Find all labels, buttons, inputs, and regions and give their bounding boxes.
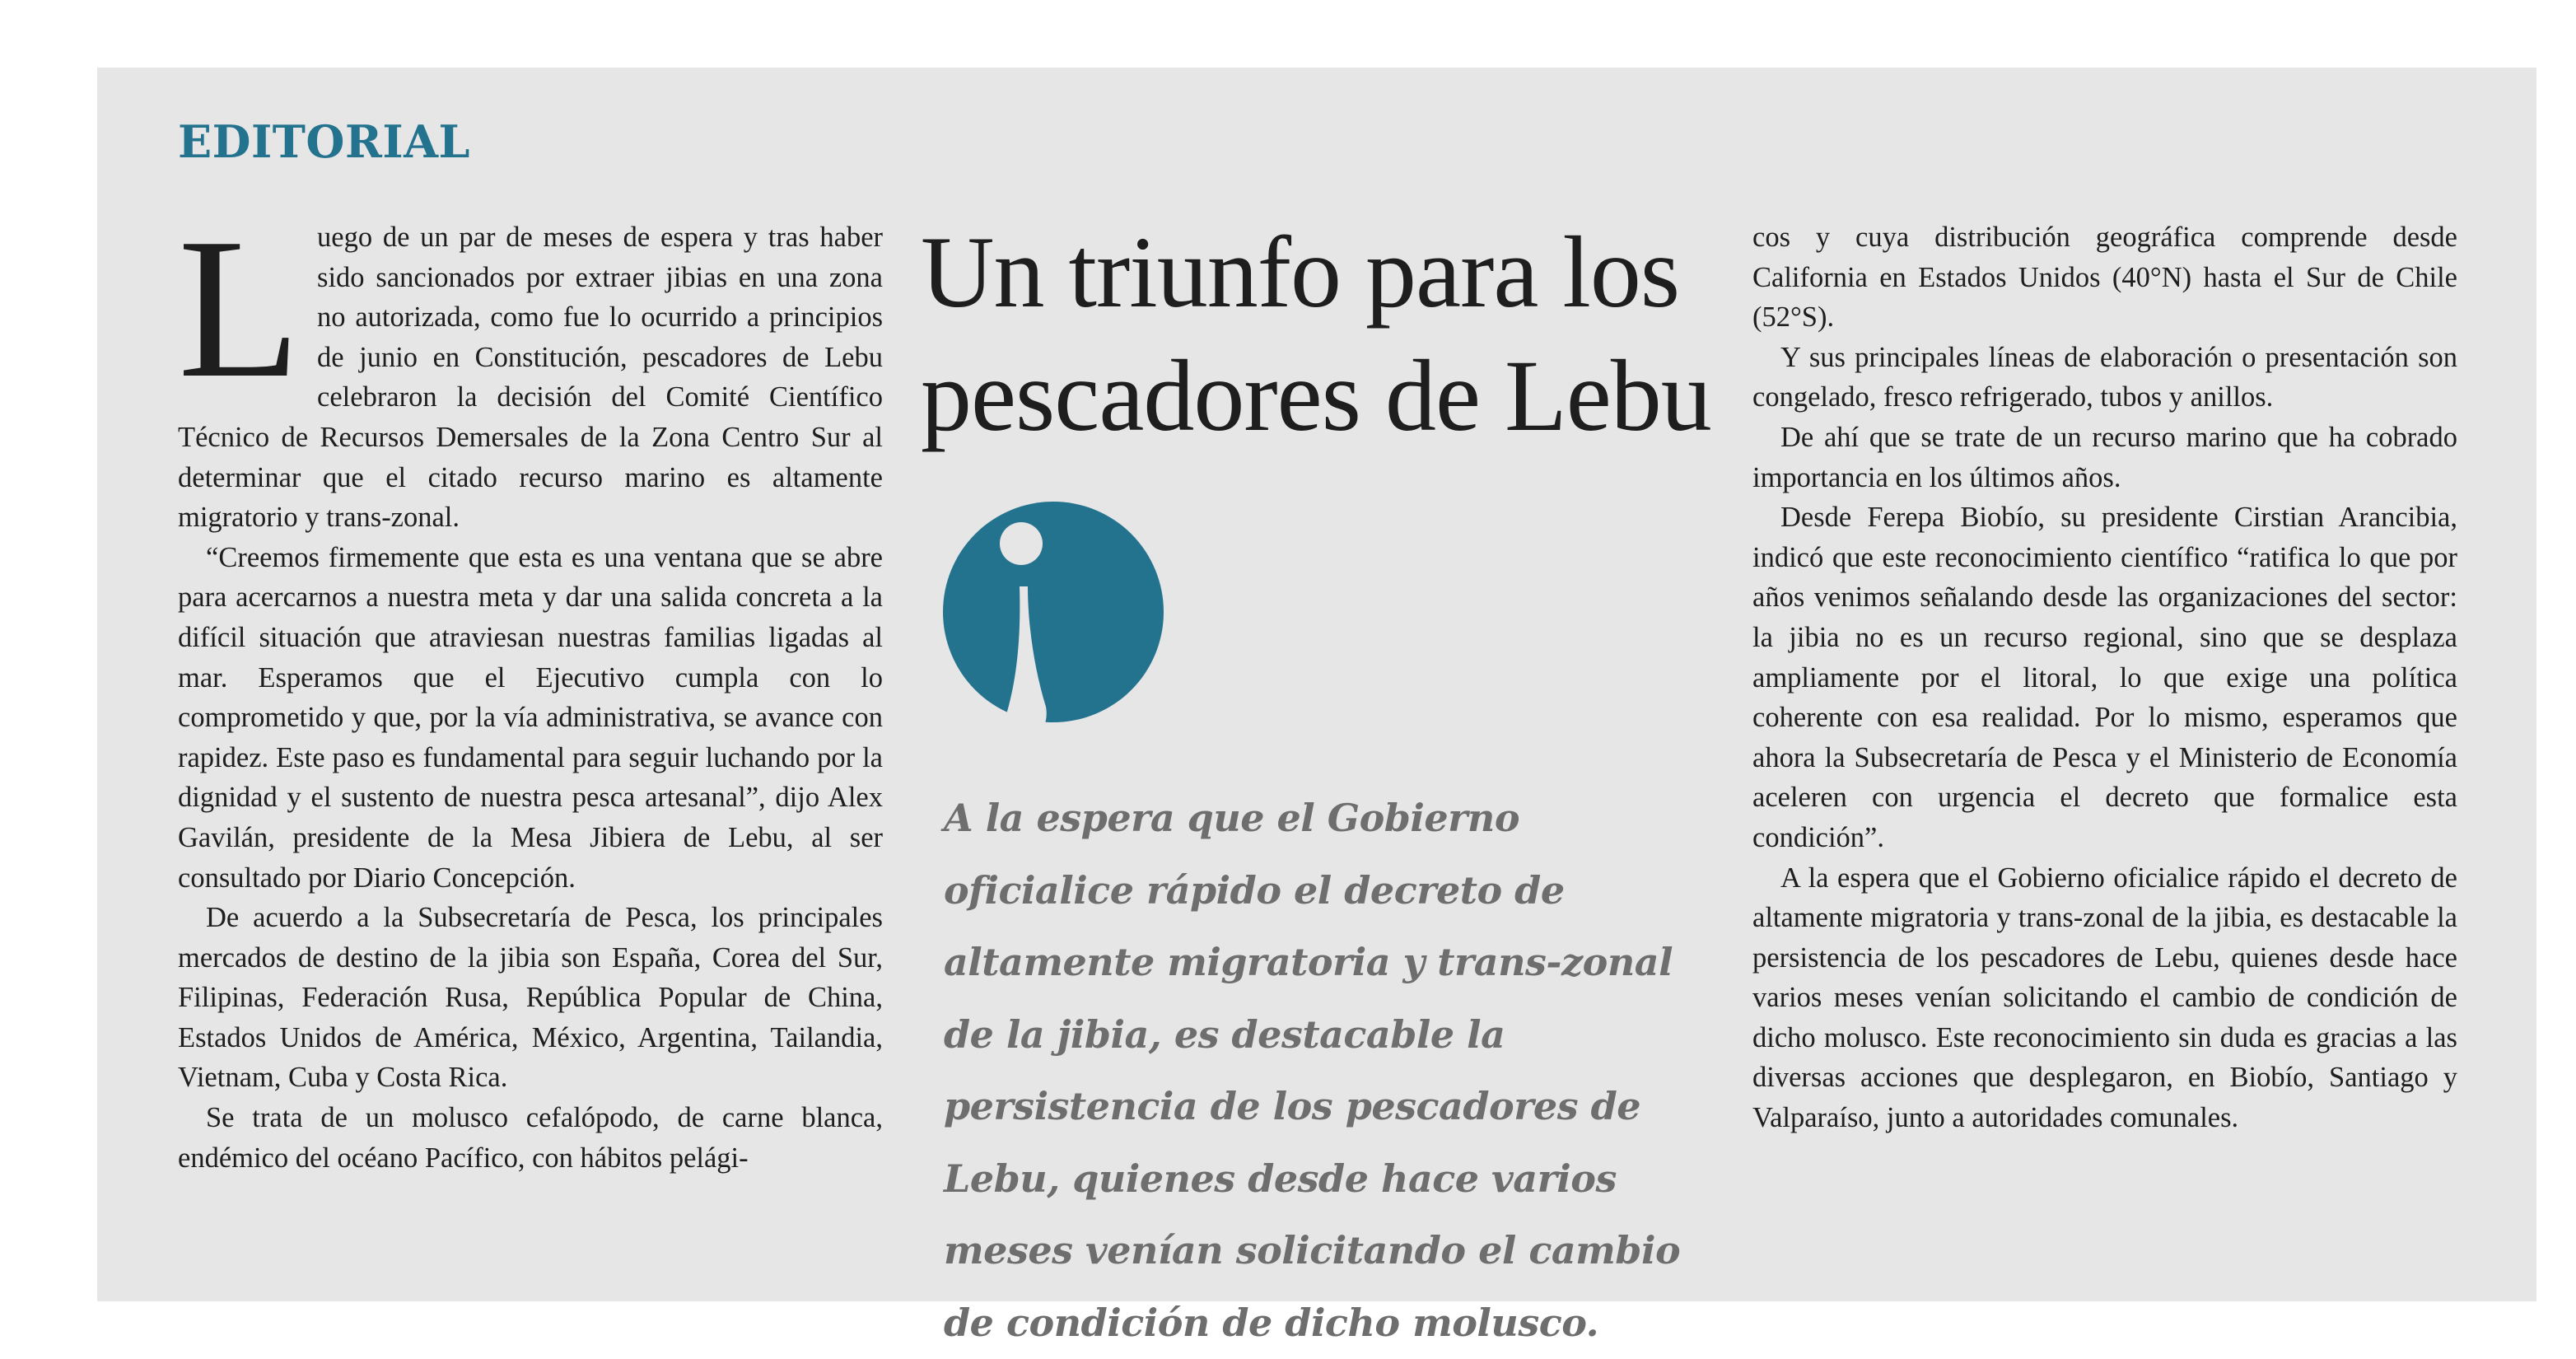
section-label: EDITORIAL [178, 115, 470, 168]
left-column [178, 197, 883, 1178]
left-paragraph-1-text: uego de un par de meses de espera y tras haber sido sancionados por extraer jibias en una zona no autorizada, como fue lo ocurrido a principios de junio en Constitución, pescadores de Lebu celebraron la decisión del Comité Científico Técnico de Recursos Demersales de la Zona Centro Sur al determinar que el citado recurso marino es altamente migratorio y trans-zonal. [178, 222, 883, 534]
left-paragraph-1 [178, 197, 883, 538]
right-paragraph-4: Desde Ferepa Biobío, su presidente Cirstian Arancibia, indicó que este reconocimiento científico “ratifica lo que por años venimos señalando desde las organizaciones del sector: la jibia no es un recurso regional, sino que se desplaza ampliamente por el litoral, lo que exige una política coherente con esa realidad. Por lo mismo, esperamos que ahora la Subsecretaría de Pesca y el Ministerio de Economía aceleren con urgencia el decreto que formalice esta condición”. [1752, 502, 2457, 853]
pull-quote: A la espera que el Gobierno oficialice rápido el decreto de altamente migratoria y trans-zonal de la jibia, es destacable la persistencia de los pescadores de Lebu, quienes desde hace varios meses venían solicitando el cambio de condición de dicho molusco. [944, 796, 1681, 1345]
headline: Un triunfo para los pescadores de Lebu [921, 216, 1711, 452]
right-column [1752, 217, 2457, 1138]
right-paragraph-5: A la espera que el Gobierno oficialice rápido el decreto de altamente migratoria y trans-zonal de la jibia, es destacable la persistencia de los pescadores de Lebu, quienes desde hace varios meses venían solicitando el cambio de condición de dicho molusco. Este reconocimiento sin duda es gracias a las diversas acciones que desplegaron, en Biobío, Santiago y Valparaíso, junto a autoridades comunales. [1752, 862, 2457, 1134]
right-paragraph-3: De ahí que se trate de un recurso marino que ha cobrado importancia en los últimos años. [1752, 421, 2457, 493]
left-paragraph-2: “Creemos firmemente que esta es una ventana que se abre para acercarnos a nuestra meta y dar una salida concreta a la difícil situación que atraviesan nuestras familias ligadas al mar. Esperamos que el Ejecutivo cumpla con lo comprometido y que, por la vía administrativa, se avance con rapidez. Este paso es fundamental para seguir luchando por la dignidad y el sustento de nuestra pesca artesanal”, dijo Alex Gavilán, presidente de la Mesa Jibiera de Lebu, al ser consultado por Diario Concepción. [178, 541, 883, 894]
right-paragraph-1: cos y cuya distribución geográfica comprende desde California en Estados Unidos (40°N) hasta el Sur de Chile (52°S). [1752, 222, 2457, 334]
info-icon-dot [1000, 522, 1043, 565]
info-icon [942, 501, 1164, 730]
dropcap: L [178, 197, 301, 419]
info-icon-disc [943, 502, 1164, 722]
right-paragraph-2: Y sus principales líneas de elaboración o presentación son congelado, fresco refrigerado, tubos y anillos. [1752, 341, 2457, 413]
left-paragraph-3: De acuerdo a la Subsecretaría de Pesca, los principales mercados de destino de la jibia son España, Corea del Sur, Filipinas, Federación Rusa, República Popular de China, Estados Unidos de América, México, Argentina, Tailandia, Vietnam, Cuba y Costa Rica. [178, 902, 883, 1094]
left-paragraph-4: Se trata de un molusco cefalópodo, de carne blanca, endémico del océano Pacífico, con hábitos pelági- [178, 1102, 883, 1174]
